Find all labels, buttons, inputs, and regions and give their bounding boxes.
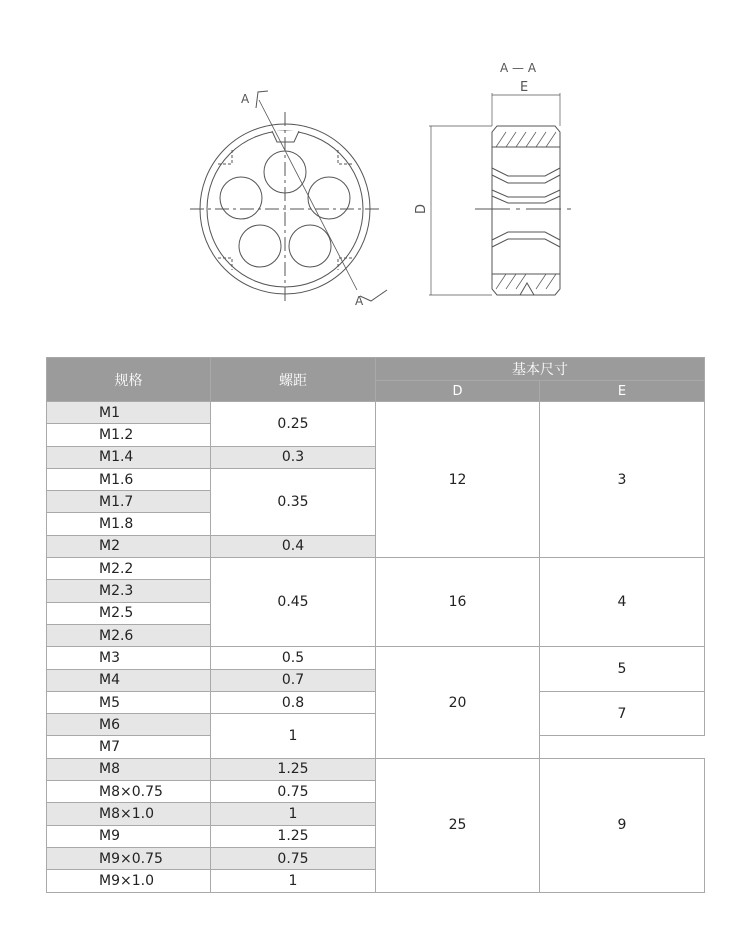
spec-cell: M1.8 xyxy=(47,513,211,535)
d-cell: 12 xyxy=(376,402,540,558)
pitch-cell: 1 xyxy=(211,803,376,825)
pitch-cell: 0.3 xyxy=(211,446,376,468)
dim-label-d: D xyxy=(414,203,429,214)
spec-cell: M8×0.75 xyxy=(47,781,211,803)
spec-cell: M1 xyxy=(47,402,211,424)
header-spec: 规格 xyxy=(47,358,211,402)
pitch-cell: 0.75 xyxy=(211,781,376,803)
pitch-cell: 1.25 xyxy=(211,758,376,780)
section-title: A — A xyxy=(500,61,537,75)
spec-cell: M1.7 xyxy=(47,491,211,513)
spec-cell: M2.3 xyxy=(47,580,211,602)
d-cell: 25 xyxy=(376,758,540,892)
spec-cell: M9×1.0 xyxy=(47,870,211,892)
spec-cell: M9×0.75 xyxy=(47,847,211,869)
pitch-cell: 0.4 xyxy=(211,535,376,557)
front-view xyxy=(190,91,387,305)
die-spec-table xyxy=(46,357,705,893)
d-cell: 16 xyxy=(376,558,540,647)
spec-cell: M2.2 xyxy=(47,558,211,580)
spec-cell: M3 xyxy=(47,647,211,669)
e-cell: 7 xyxy=(540,691,705,736)
pitch-cell: 0.5 xyxy=(211,647,376,669)
e-cell: 9 xyxy=(540,758,705,892)
table-row xyxy=(47,758,705,780)
header-d: D xyxy=(376,381,540,402)
spec-cell: M8×1.0 xyxy=(47,803,211,825)
spec-cell: M1.4 xyxy=(47,446,211,468)
e-cell: 3 xyxy=(540,402,705,558)
spec-cell: M6 xyxy=(47,714,211,736)
table-row xyxy=(47,647,705,669)
spec-cell: M4 xyxy=(47,669,211,691)
spec-cell: M9 xyxy=(47,825,211,847)
pitch-cell: 1 xyxy=(211,870,376,892)
d-cell: 20 xyxy=(376,647,540,758)
section-label-a-top: A xyxy=(241,92,250,106)
spec-cell: M2 xyxy=(47,535,211,557)
e-cell: 5 xyxy=(540,647,705,692)
pitch-cell: 0.8 xyxy=(211,691,376,713)
pitch-cell: 0.7 xyxy=(211,669,376,691)
spec-cell: M1.6 xyxy=(47,468,211,490)
section-label-a-bottom: A xyxy=(355,294,364,308)
dim-label-e: E xyxy=(520,80,529,95)
header-e: E xyxy=(540,381,705,402)
header-basic-dims: 基本尺寸 xyxy=(376,358,705,381)
pitch-cell: 0.75 xyxy=(211,847,376,869)
spec-cell: M8 xyxy=(47,758,211,780)
spec-cell: M1.2 xyxy=(47,424,211,446)
pitch-cell: 1 xyxy=(211,714,376,759)
spec-cell: M7 xyxy=(47,736,211,758)
table-row xyxy=(47,558,705,580)
header-pitch: 螺距 xyxy=(211,358,376,402)
table-row xyxy=(47,402,705,424)
spec-cell: M5 xyxy=(47,691,211,713)
pitch-cell: 0.45 xyxy=(211,558,376,647)
die-technical-drawing xyxy=(0,0,750,330)
pitch-cell: 1.25 xyxy=(211,825,376,847)
e-cell: 4 xyxy=(540,558,705,647)
spec-cell: M2.5 xyxy=(47,602,211,624)
side-view xyxy=(429,93,575,295)
pitch-cell: 0.25 xyxy=(211,402,376,447)
spec-cell: M2.6 xyxy=(47,624,211,646)
pitch-cell: 0.35 xyxy=(211,468,376,535)
